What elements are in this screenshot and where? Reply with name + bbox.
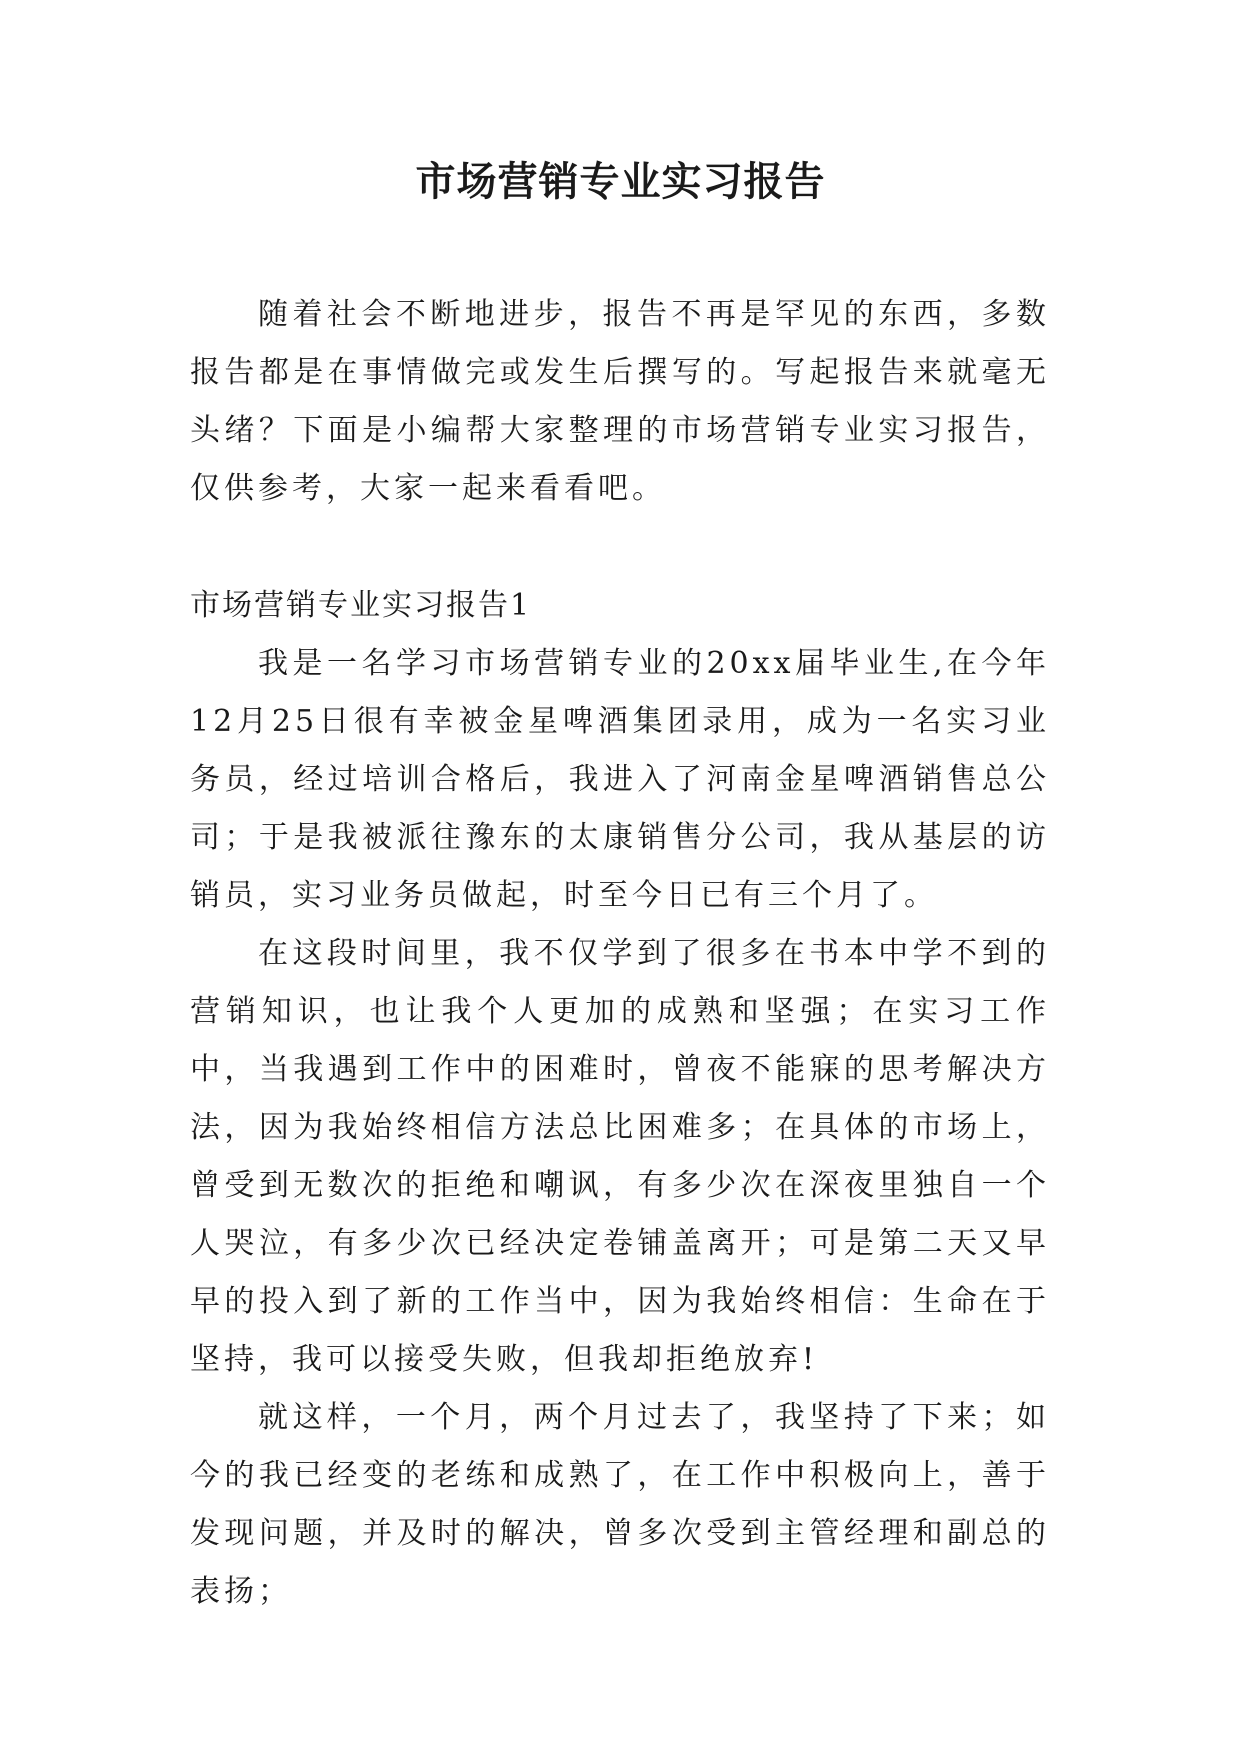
- body-paragraph-2: 在这段时间里，我不仅学到了很多在书本中学不到的营销知识，也让我个人更加的成熟和坚强；在实习工作中，当我遇到工作中的困难时，曾夜不能寐的思考解决方法，因为我始终相信方法总比困难多；在具体的市场上，曾受到无数次的拒绝和嘲讽，有多少次在深夜里独自一个人哭泣，有多少次已经决定卷铺盖离开；可是第二天又早早的投入到了新的工作当中，因为我始终相信：生命在于坚持，我可以接受失败，但我却拒绝放弃!: [190, 936, 1050, 1377]
- body-paragraph-3: 就这样，一个月，两个月过去了，我坚持了下来；如今的我已经变的老练和成熟了，在工作中积极向上，善于发现问题，并及时的解决，曾多次受到主管经理和副总的表扬；: [190, 1400, 1050, 1609]
- intro-paragraph: 随着社会不断地进步，报告不再是罕见的东西，多数报告都是在事情做完或发生后撰写的。写起报告来就毫无头绪？下面是小编帮大家整理的市场营销专业实习报告，仅供参考，大家一起来看看吧。: [190, 297, 1050, 506]
- section-heading: 市场营销专业实习报告1: [190, 588, 532, 623]
- body-paragraph-1: 我是一名学习市场营销专业的20xx届毕业生,在今年12月25日很有幸被金星啤酒集团录用，成为一名实习业务员，经过培训合格后，我进入了河南金星啤酒销售总公司；于是我被派往豫东的太康销售分公司，我从基层的访销员，实习业务员做起，时至今日已有三个月了。: [190, 646, 1050, 913]
- document-title: 市场营销专业实习报告: [415, 158, 826, 205]
